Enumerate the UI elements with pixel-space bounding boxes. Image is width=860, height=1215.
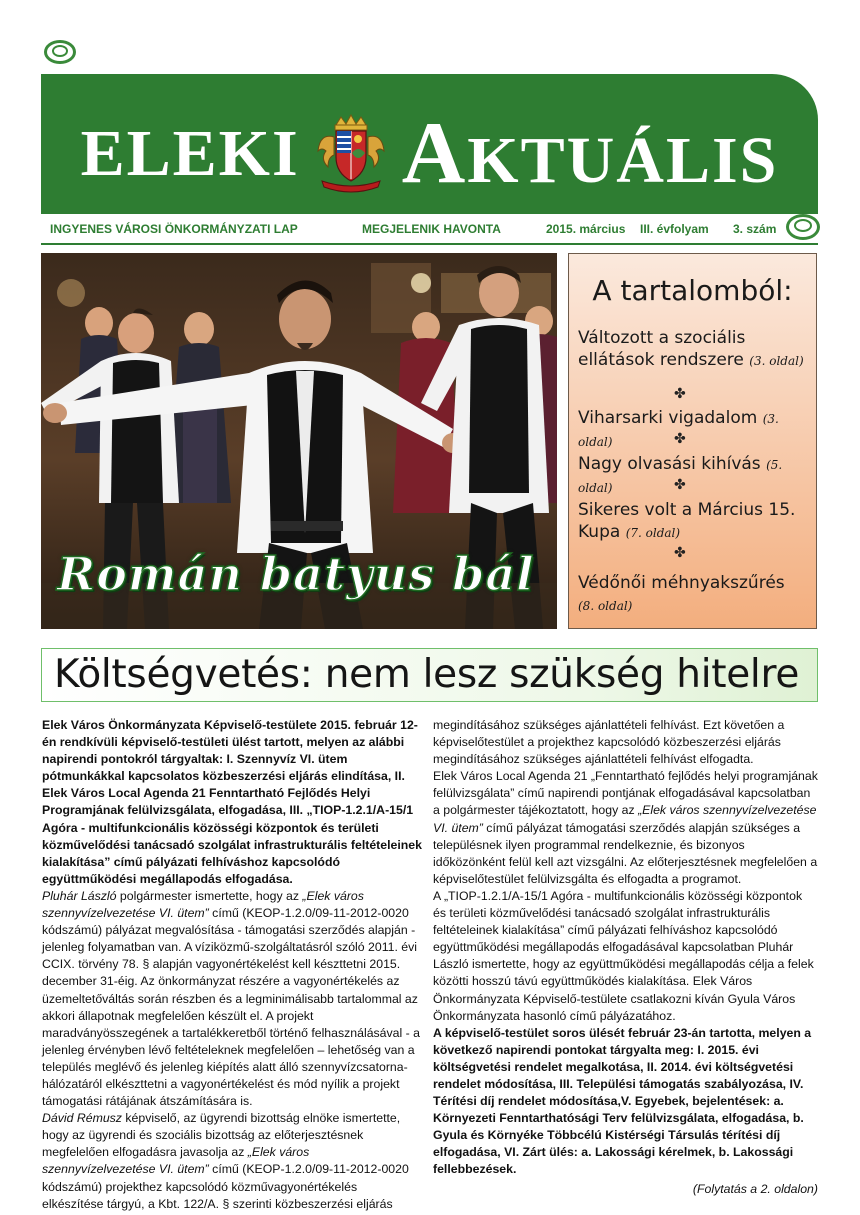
toc-separator-icon: ✤ (674, 477, 686, 493)
toc-separator-icon: ✤ (674, 431, 686, 447)
masthead-banner (41, 74, 818, 214)
toc-item[interactable] (578, 453, 810, 499)
headline-box (41, 648, 818, 702)
masthead-title (41, 105, 818, 202)
masthead-title-right: AKTUÁLIS (401, 105, 779, 202)
toc-item-page: (5. oldal) (578, 458, 783, 495)
toc-item-title: Védőnői méhnyakszűrés (578, 573, 785, 593)
article-paragraph: Elek Város Local Agenda 21 „Fenntartható fejlődés helyi programjának felülvizsgálata” című napirendi pontjának elfogadásával kapcsolatban a polgármester tájékoztatott, hogy az „Elek város szennyvízelvezetése VI. ütem” című pályázat támogatási szerződés alapján szükséges a településnek ilyen programmal rendelkeznie, és bizonyos időközönként felül kell azt vizsgálni. Az előterjesztésnek megfelelően a képviselőtestület felülvizsgálta és elfogadta a programot. (433, 769, 818, 886)
table-of-contents (568, 253, 817, 629)
frequency: MEGJELENIK HAVONTA (362, 222, 501, 236)
toc-separator-icon: ✤ (674, 545, 686, 561)
project-title: „Elek város szennyvízelvezetése VI. ütem” (433, 803, 817, 835)
toc-item-title: Sikeres volt a Március 15. Kupa (578, 500, 796, 542)
toc-item-page: (3. oldal) (749, 354, 804, 368)
tagline: INGYENES VÁROSI ÖNKORMÁNYZATI LAP (50, 222, 298, 236)
article-lead: Elek Város Önkormányzata Képviselő-testülete 2015. február 12-én rendkívüli képviselő-testületi ülést tartott, melyen az alábbi napirendi pontokról tárgyaltak: I. Szennyvíz VI. ütem pótmunkákkal kapcsolatos közbeszerzési eljárás elindítása, II. Elek Város Local Agenda 21 Fenntartható Fejlődés Helyi Programjának felülvizsgálata, elfogadása, III. „TIOP-1.2.1/A-15/1 Agóra - multifunkcionális közösségi központok és területi közművelődési tanácsadó szolgálat infrastrukturális feltételeinek kialakítása” című pályázati felhíváshoz kapcsolódó együttműködési megállapodás elfogadása. (42, 718, 422, 886)
project-title: „Elek város szennyvízelvezetése VI. ütem” (42, 888, 364, 921)
article-paragraph: Pluhár László polgármester ismertette, hogy az „Elek város szennyvízelvezetése VI. ütem” című (KEOP-1.2.0/09-11-2012-0020 kódszámú) pályázat megvalósítása - támogatási szerződés alapján - jelenleg folyamatban van. A víziközmű-szolgáltatásról szóló 2011. évi CCIX. törvény 78. § alapján vagyonértékelést kell készttetni 2015. december 31-éig. Az önkormányzat részére a vagyonértékelés az üzemeltetőváltás során részben és a legminimálisabb tartalommal az akkori állapotnak megfelelően készült el. A projekt maradványösszegének a tartalékkeretből történő felhasználásával - a jelenleg érvényben lévő feltételeknek megfelelően – lehetőség van a település meglévő és jelenleg kiépítés alatt álló szennyvízcsatorna-hálózatáról elkészttetni a vagyonértékelést és mód nyílik a projekt támogatási rátájának átszámítására is. (42, 888, 421, 1109)
project-title: „Elek város szennyvízelvezetése VI. ütem” (42, 1145, 310, 1177)
volume: III. évfolyam (640, 222, 709, 236)
masthead-divider (41, 243, 818, 245)
continued-link[interactable]: (Folytatás a 2. oldalon) (692, 1181, 818, 1196)
toc-heading: A tartalomból: (592, 274, 793, 307)
article-column-right (433, 717, 818, 1198)
toc-item[interactable] (578, 327, 810, 372)
article-paragraph: megindításához szükséges ajánlattételi felhívást. Ezt követően a képviselőtestület a projekthez kapcsolódó közbeszerzési eljárás megindításához szükséges ajánlattételi felhívást elfogadta. (433, 718, 785, 767)
toc-item-title: Nagy olvasási kihívás (578, 454, 761, 474)
toc-item-title: Változott a szociális ellátások rendszere (578, 328, 746, 370)
issue-date: 2015. március (546, 222, 626, 236)
person-name: Dávid Rémusz (42, 1111, 122, 1126)
cover-photo-caption: Román batyus bál (57, 547, 535, 601)
masthead-subline (50, 222, 780, 240)
article-column-left (42, 717, 422, 1213)
toc-item-title: Viharsarki vigadalom (578, 408, 758, 428)
decorative-swirl-top-left-inner (52, 45, 68, 57)
masthead-title-left: ELEKI (80, 117, 300, 190)
toc-item-page: (7. oldal) (625, 526, 681, 540)
toc-item[interactable] (578, 499, 810, 544)
toc-item-page: (8. oldal) (578, 599, 633, 613)
article-paragraph: A „TIOP-1.2.1/A-15/1 Agóra - multifunkcionális közösségi központok és területi közművelődési tanácsadó szolgálat infrastrukturális feltételeinek kialakítása” című pályázati felhíváshoz kapcsolódó együttműködési megállapodás elfogadásával kapcsolatban Pluhár László ismertette, hogy az együttműködési megállapodás célja a felek közötti hosszú távú együttműködés kialakítása. Elek Város Önkormányzata Képviselő-testülete csatlakozni kíván Gyula Város Önkormányzata hasonló című pályázatához. (433, 888, 814, 1023)
article-paragraph: Dávid Rémusz képviselő, az ügyrendi bizottság elnöke ismertette, hogy az ügyrendi és szociális bizottság az előterjesztésnek megfelelően elfogadásra javasolja az „Elek város szennyvízelvezetése VI. ütem” című (KEOP-1.2.0/09-11-2012-0020 kódszámú) projekthez kapcsolódó közművagyonértékelés elkészítése tárgyú, a Kbt. 122/A. § szerinti közbeszerzési eljárás (42, 1111, 409, 1211)
issue-number: 3. szám (733, 222, 777, 236)
coat-of-arms-icon (308, 111, 394, 197)
decorative-swirl-bottom-right-inner (794, 219, 812, 232)
article-headline: Költségvetés: nem lesz szükség hitelre (54, 652, 800, 697)
article-summary: A képviselő-testület soros ülését február 23-án tartotta, melyen a következő napirendi pontokat tárgyalta meg: I. 2015. évi költségvetési rendelet megalkotása, II. 2014. évi költségvetési rendelet módosítása, III. Települési támogatás szabályozása, IV. Térítési díj rendelet módosítása,V. Egyebek, bejelentések: a. Környezeti Fenntarthatósági Terv felülvizsgálata, elfogadása, b. Gyula és Környéke Többcélú Kistérségi Társulás térítési díj elfogadása, VI. Zárt ülés: a. Lakossági kérelmek, b. Lakossági fellebbezések. (433, 1025, 812, 1177)
toc-item[interactable] (578, 407, 810, 453)
cover-photo (41, 253, 557, 629)
toc-item-page: (3. oldal) (578, 412, 779, 449)
toc-separator-icon: ✤ (674, 386, 686, 402)
person-name: Pluhár László (42, 888, 117, 903)
toc-item[interactable] (578, 572, 810, 617)
